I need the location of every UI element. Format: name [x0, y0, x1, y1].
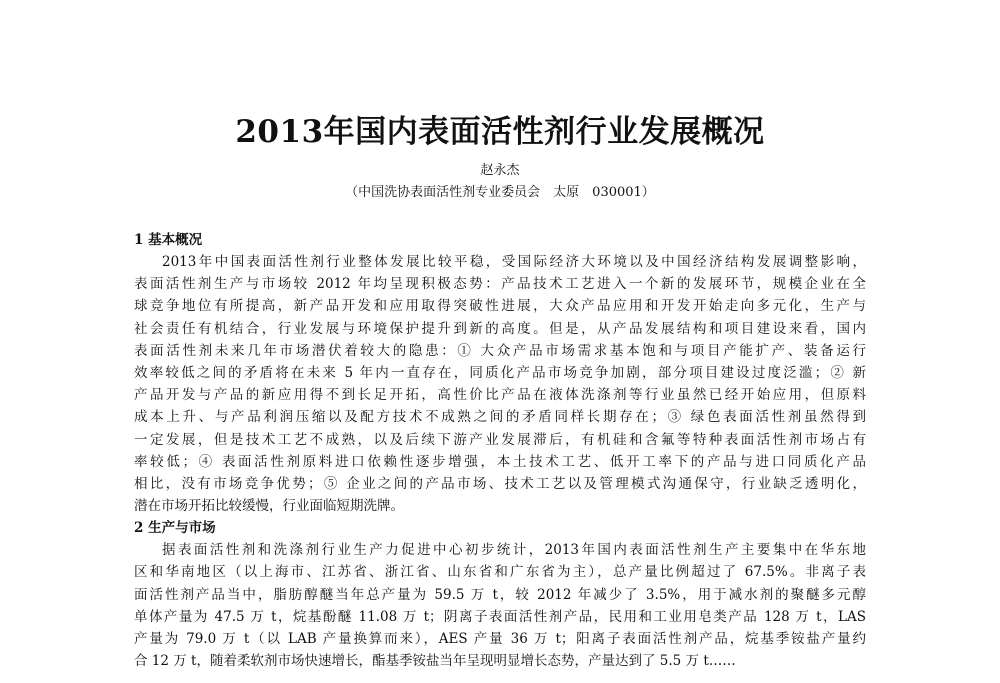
section-heading-production-market: 2 生产与市场 [134, 520, 216, 537]
section-heading-basic-overview: 1 基本概况 [134, 232, 203, 248]
body-text-line: 潜在市场开拓比较缓慢，行业面临短期洗牌。 [134, 498, 404, 515]
body-text-line: 产量为 79.0 万 t（以 LAB 产量换算而来），AES 产量 36 万 t；阳离子表面活性剂产品，烷基季铵盐产量约 [134, 631, 866, 647]
body-text-line: 一定发展，但是技术工艺不成熟，以及后续下游产业发展滞后，有机硅和含氟等特种表面活性剂市场占有 [134, 431, 866, 448]
body-text-line: 面活性剂产品当中，脂肪醇醚当年总产量为 59.5 万 t，较 2012 年减少了 3.5%，用于减水剂的聚醚多元醇 [134, 586, 866, 603]
body-text-line: 合 12 万 t，随着柔软剂市场快速增长，酯基季铵盐当年呈现明显增长态势，产量达到了 5.5 万 t…… [134, 653, 736, 670]
body-text-line: 2013年中国表面活性剂行业整体发展比较平稳，受国际经济大环境以及中国经济结构发展调整影响， [162, 254, 866, 270]
body-text-line: 社会责任有机结合，行业发展与环境保护提升到新的高度。但是，从产品发展结构和项目建设来看，国内 [134, 320, 866, 337]
body-text-line: 表面活性剂生产与市场较 2012 年均呈现积极态势：产品技术工艺进入一个新的发展环节，规模企业在全 [134, 276, 866, 293]
body-text-line: 球竞争地位有所提高，新产品开发和应用取得突破性进展，大众产品应用和开发开始走向多元化，生产与 [134, 298, 866, 315]
article-body [134, 229, 866, 672]
body-text-line: 相比，没有市场竞争优势；⑤ 企业之间的产品市场、技术工艺以及管理模式沟通保守，行业缺乏透明化， [134, 475, 866, 492]
body-text-line: 产品开发与产品的新应用得不到长足开拓，高性价比产品在液体洗涤剂等行业虽然已经开始应用，但原料 [134, 387, 866, 404]
article-author: 赵永杰 [480, 163, 520, 178]
body-text-line: 单体产量为 47.5 万 t，烷基酚醚 11.08 万 t；阴离子表面活性剂产品，民用和工业用皂类产品 128 万 t，LAS [134, 608, 866, 625]
body-text-line: 据表面活性剂和洗涤剂行业生产力促进中心初步统计，2013年国内表面活性剂生产主要集中在华东地 [162, 542, 866, 559]
body-text-line: 率较低；④ 表面活性剂原料进口依赖性逐步增强，本土技术工艺、低开工率下的产品与进口同质化产品 [134, 453, 866, 470]
body-text-line: 区和华南地区（以上海市、江苏省、浙江省、山东省和广东省为主），总产量比例超过了 67.5%。非离子表 [134, 564, 866, 581]
article-affiliation: （中国洗协表面活性剂专业委员会 太原 030001） [345, 185, 655, 200]
body-text-line: 成本上升、与产品利润压缩以及配方技术不成熟之间的矛盾同样长期存在；③ 绿色表面活性剂虽然得到 [134, 409, 866, 426]
body-text-line: 表面活性剂未来几年市场潜伏着较大的隐患：① 大众产品市场需求基本饱和与项目产能扩产、装备运行 [134, 342, 866, 359]
body-text-line: 效率较低之间的矛盾将在未来 5 年内一直存在，同质化产品市场竞争加剧，部分项目建设过度泛滥；② 新 [134, 364, 866, 381]
article-title: 2013年国内表面活性剂行业发展概况 [235, 114, 765, 150]
